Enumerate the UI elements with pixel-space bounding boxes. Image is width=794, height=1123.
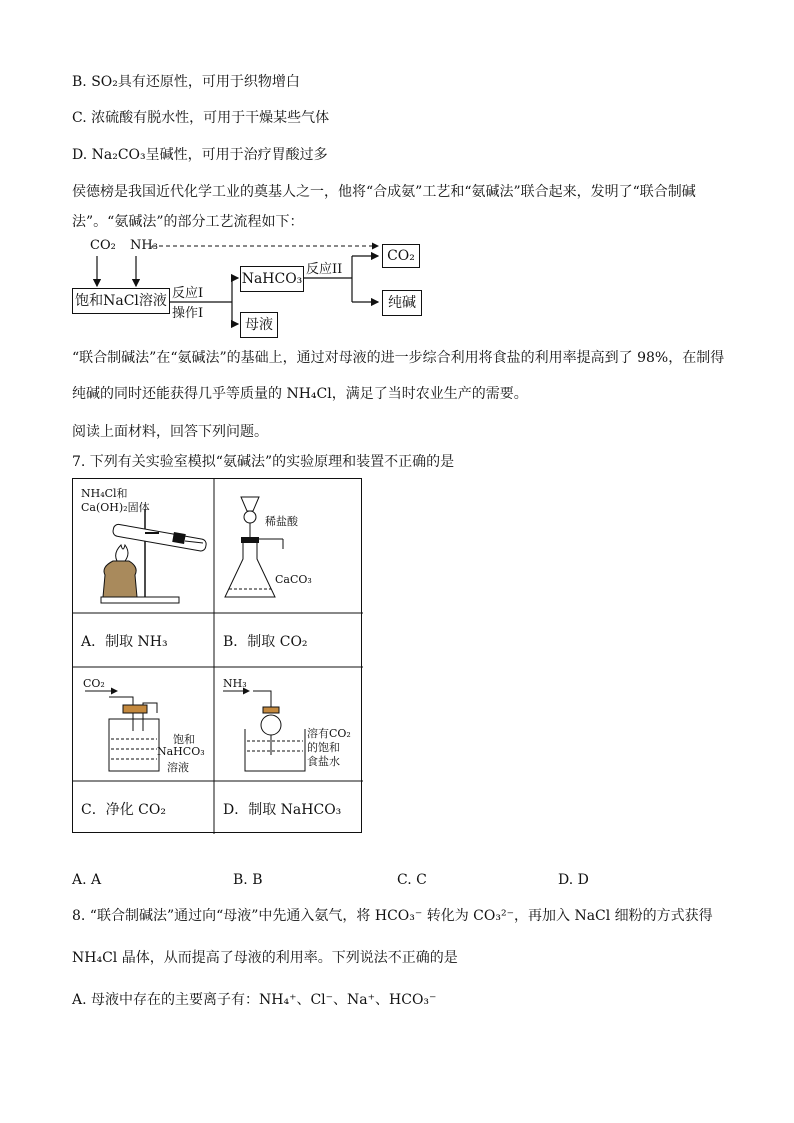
apparatus-c-wash-bottle [85,691,159,771]
mother-liquor-box: 母液 [240,312,278,338]
q7-choice-d[interactable]: D. D [558,872,589,888]
co2-input-label: CO₂ [90,238,116,253]
a-label-2: Ca(OH)₂固体 [81,501,150,514]
nahco3-box: NaHCO₃ [240,266,304,292]
para-line-3: 阅读上面材料，回答下列问题。 [72,424,268,440]
nh3-input-label: NH₃ [130,238,158,253]
d-label-2: 的饱和 [307,741,340,754]
c-label-3: 溶液 [167,761,189,774]
caption-c: C．净化 CO₂ [81,802,166,818]
caption-a: A．制取 NH₃ [81,634,168,650]
apparatus-d-beaker [223,691,305,771]
q7-choice-c[interactable]: C. C [397,872,427,888]
q8-stem-line-1: 8. “联合制碱法”通过向“母液”中先通入氨气，将 HCO₃⁻ 转化为 CO₃²⁻，再加入 NaCl 细粉的方式获得 [72,908,713,924]
co2-output-box: CO₂ [382,244,420,268]
option-b-prev: B. SO₂具有还原性，可用于织物增白 [72,74,300,90]
soda-ash-box: 纯碱 [382,290,422,316]
caption-d: D．制取 NaHCO₃ [223,802,342,818]
b-label-1: 稀盐酸 [265,515,298,528]
caption-b: B．制取 CO₂ [223,634,308,650]
reaction-1-label: 反应I [172,286,204,301]
operation-1-label: 操作I [172,306,204,321]
reaction-2-label: 反应II [306,262,343,277]
option-d-prev: D. Na₂CO₃呈碱性，可用于治疗胃酸过多 [72,147,328,163]
d-label-0: NH₃ [223,677,247,690]
apparatus-a-heating [101,509,207,603]
d-label-1: 溶有CO₂ [307,727,351,740]
b-label-2: CaCO₃ [275,573,312,586]
q8-option-a[interactable]: A. 母液中存在的主要离子有：NH₄⁺、Cl⁻、Na⁺、HCO₃⁻ [72,992,437,1008]
a-label-1: NH₄Cl和 [81,487,128,500]
c-label-0: CO₂ [83,677,105,690]
q7-choice-b[interactable]: B. B [233,872,263,888]
q8-stem-line-2: NH₄Cl 晶体，从而提高了母液的利用率。下列说法不正确的是 [72,950,458,966]
table-grid [73,479,363,834]
d-label-3: 食盐水 [307,755,340,768]
q7-choice-a[interactable]: A. A [72,872,102,888]
c-label-2: NaHCO₃ [157,745,205,758]
c-label-1: 饱和 [173,733,195,746]
para-line-2: 纯碱的同时还能获得几乎等质量的 NH₄Cl，满足了当时农业生产的需要。 [72,386,528,402]
para-line-1: “联合制碱法”在“氨碱法”的基础上，通过对母液的进一步综合利用将食盐的利用率提高到了 98%，在制得 [72,350,725,366]
q7-apparatus-table [72,478,362,833]
intro-line-2: 法”。“氨碱法”的部分工艺流程如下： [72,214,304,230]
saturated-nacl-box: 饱和NaCl溶液 [72,288,170,314]
intro-line-1: 侯德榜是我国近代化学工业的奠基人之一，他将“合成氨”工艺和“氨碱法”联合起来，发明了“联合制碱 [72,184,696,200]
option-c-prev: C. 浓硫酸有脱水性，可用于干燥某些气体 [72,110,330,126]
q7-stem: 7. 下列有关实验室模拟“氨碱法”的实验原理和装置不正确的是 [72,454,455,470]
